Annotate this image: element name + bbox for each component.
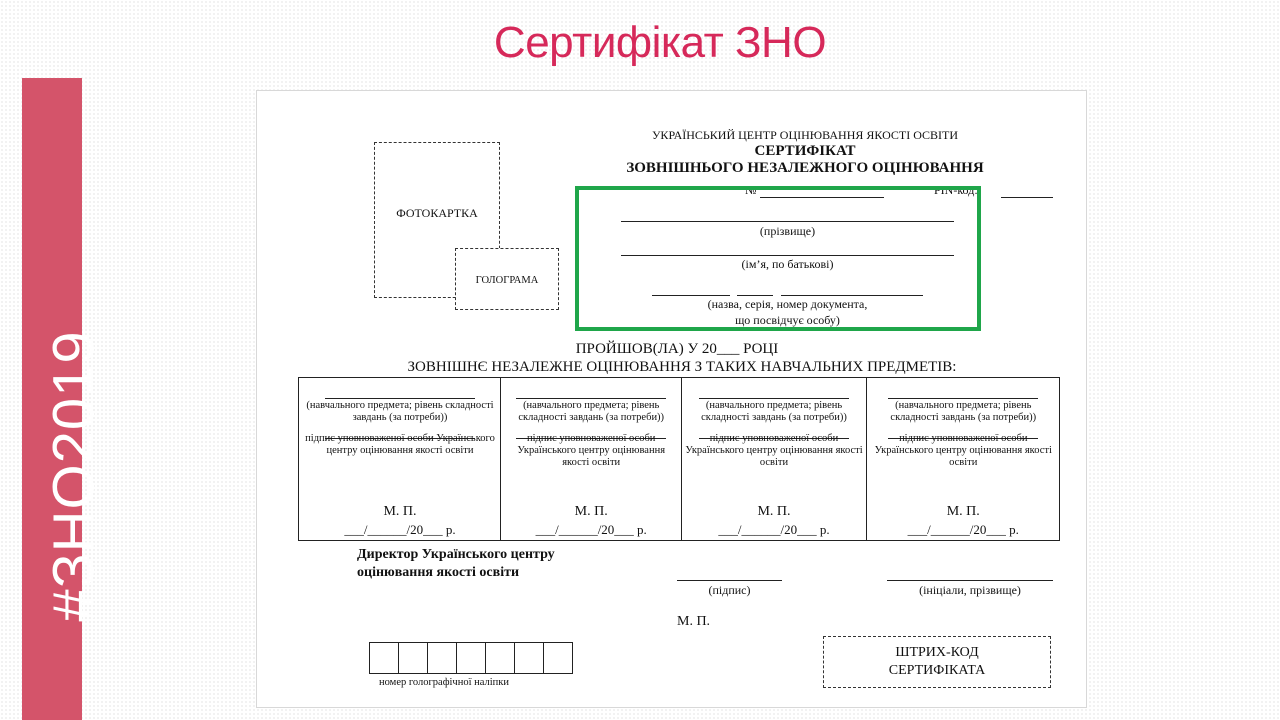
- director-line-2: оцінювання якості освіти: [357, 565, 520, 580]
- org-name: УКРАЇНСЬКИЙ ЦЕНТР ОЦІНЮВАННЯ ЯКОСТІ ОСВІТИ: [651, 128, 959, 142]
- stamp-label: М. П.: [574, 504, 608, 519]
- digit-box: [486, 643, 515, 673]
- sign-caption: підпис уповноваженої особи Українського центру оцінювання якості освіти: [685, 433, 863, 468]
- stamp-label: М. П.: [757, 504, 791, 519]
- document-caption-2: що посвідчує особу): [735, 313, 840, 327]
- hologram-number-caption: номер голографічної наліпки: [379, 677, 509, 688]
- hologram-placeholder: [455, 248, 559, 310]
- cert-title: СЕРТИФІКАТ: [754, 143, 856, 159]
- initials-line: [887, 580, 1053, 581]
- subject-caption: (навчального предмета; рівень складності завдань (за потреби)): [890, 400, 1037, 423]
- subject-cell: [501, 378, 681, 540]
- subject-line: [325, 398, 475, 399]
- sign-caption: підпис уповноваженої особи Українського центру оцінювання якості освіти: [874, 433, 1052, 468]
- digit-box: [544, 643, 572, 673]
- highlight-frame: [575, 186, 981, 331]
- subject-line: [516, 398, 666, 399]
- subject-caption: (навчального предмета; рівень складності завдань (за потреби)): [306, 400, 494, 423]
- director-stamp-label: М. П.: [677, 614, 711, 629]
- signature-caption: (підпис): [708, 583, 751, 597]
- signature-line: [677, 580, 782, 581]
- cert-subtitle: ЗОВНІШНЬОГО НЕЗАЛЕЖНОГО ОЦІНЮВАННЯ: [626, 160, 984, 176]
- date-field: ___/______/20___ р.: [344, 522, 456, 537]
- slide-title: Сертифікат ЗНО: [493, 18, 827, 67]
- date-field: ___/______/20___ р.: [907, 522, 1019, 537]
- subjects-table: [298, 377, 1060, 541]
- photo-label: ФОТОКАРТКА: [396, 206, 478, 220]
- subject-line: [699, 398, 849, 399]
- subject-cell: [682, 378, 867, 540]
- date-field: ___/______/20___ р.: [535, 522, 647, 537]
- side-banner-label: #ЗНО2019: [41, 330, 107, 622]
- barcode-placeholder: [823, 636, 1051, 688]
- hologram-label: ГОЛОГРАМА: [475, 275, 539, 286]
- sign-caption: підпис уповноваженої особи Українського центру оцінювання якості освіти: [517, 433, 666, 468]
- sign-caption: підпис уповноваженої особи Українського центру оцінювання якості освіти: [305, 433, 495, 456]
- digit-box: [428, 643, 457, 673]
- zno-line: ЗОВНІШНЄ НЕЗАЛЕЖНЕ ОЦІНЮВАННЯ З ТАКИХ НАВЧАЛЬНИХ ПРЕДМЕТІВ:: [407, 359, 957, 375]
- digit-box: [515, 643, 544, 673]
- digit-box: [370, 643, 399, 673]
- document-caption-1: (назва, серія, номер документа,: [707, 297, 868, 311]
- pin-line: [1001, 197, 1053, 198]
- stamp-label: М. П.: [383, 504, 417, 519]
- certificate-document: [256, 90, 1087, 708]
- name-caption: (ім’я, по батькові): [741, 257, 834, 271]
- subject-cell: [299, 378, 501, 540]
- number-label: №: [745, 183, 757, 197]
- subject-caption: (навчального предмета; рівень складності завдань (за потреби)): [701, 400, 847, 423]
- pin-label: PIN-код:: [934, 183, 978, 197]
- subject-cell: [867, 378, 1059, 540]
- hologram-number-boxes: [369, 642, 573, 674]
- digit-box: [457, 643, 486, 673]
- stamp-label: М. П.: [946, 504, 980, 519]
- barcode-line-1: ШТРИХ-КОД: [895, 645, 979, 660]
- date-field: ___/______/20___ р.: [718, 522, 830, 537]
- barcode-line-2: СЕРТИФІКАТА: [888, 663, 986, 678]
- digit-box: [399, 643, 428, 673]
- side-banner: [22, 78, 107, 720]
- surname-caption: (прізвище): [759, 224, 816, 238]
- passed-line: ПРОЙШОВ(ЛА) У 20___ РОЦІ: [575, 341, 779, 357]
- initials-caption: (ініціали, прізвище): [919, 583, 1021, 597]
- subject-caption: (навчального предмета; рівень складності завдань (за потреби)): [518, 400, 665, 423]
- director-line-1: Директор Українського центру: [357, 547, 555, 562]
- subject-line: [888, 398, 1038, 399]
